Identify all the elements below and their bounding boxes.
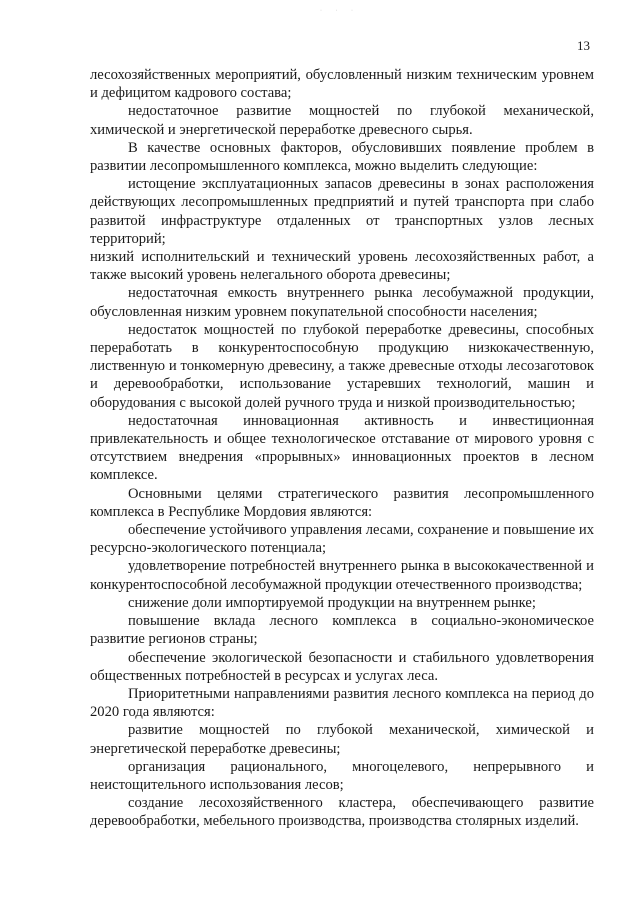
paragraph: недостаточная емкость внутреннего рынка лесобумажной продукции, обусловленная низким уровнем покупательной способности населения; bbox=[90, 285, 594, 320]
paragraph: удовлетворение потребностей внутреннего рынка в высококачественной и конкурентоспособной лесобумажной продукции отечественного производства; bbox=[90, 558, 594, 593]
paragraph: Приоритетными направлениями развития лесного комплекса на период до 2020 года являются: bbox=[90, 685, 594, 721]
paragraph: недостаточное развитие мощностей по глубокой механической, химической и энергетической переработке древесного сырья. bbox=[90, 103, 594, 138]
scan-artifact: · · · bbox=[320, 8, 359, 14]
paragraph: недостаток мощностей по глубокой переработке древесины, способных переработать в конкурентоспособную продукцию низкокачественную, лиственную и тонкомерную древесину, а также древесные отходы лесозаготовок и деревообработки, использование устаревших технологий, машин и оборудования с высокой долей ручного труда и низкой производительностью; bbox=[90, 321, 594, 411]
paragraph: организация рационального, многоцелевого, непрерывного и неистощительного использования лесов; bbox=[90, 758, 594, 793]
paragraph: недостаточная инновационная активность и инвестиционная привлекательность и общее технологическое отставание от мирового уровня с отсутствием внедрения «прорывных» инновационных проектов в лесном комплексе. bbox=[90, 412, 594, 484]
paragraph: Основными целями стратегического развития лесопромышленного комплекса в Республике Мордовия являются: bbox=[90, 485, 594, 520]
page-number: 13 bbox=[577, 38, 590, 53]
paragraph: низкий исполнительский и технический уровень лесохозяйственных работ, а также высокий уровень нелегального оборота древесины; bbox=[90, 249, 594, 284]
paragraph: развитие мощностей по глубокой механической, химической и энергетической переработке древесины; bbox=[90, 722, 594, 757]
paragraph: В качестве основных факторов, обусловивших появление проблем в развитии лесопромышленного комплекса, можно выделить следующие: bbox=[90, 139, 594, 175]
paragraph: лесохозяйственных мероприятий, обусловленный низким техническим уровнем и дефицитом кадрового состава; bbox=[90, 67, 594, 102]
paragraph: истощение эксплуатационных запасов древесины в зонах расположения действующих лесопромышленных предприятий и путей транспорта при слабо развитой инфраструктуре отдаленных от транспортных узлов лесных территорий; bbox=[90, 176, 594, 247]
paragraph: создание лесохозяйственного кластера, обеспечивающего развитие деревообработки, мебельного производства, производства столярных изделий. bbox=[90, 795, 594, 830]
document-body bbox=[90, 66, 594, 831]
paragraph: обеспечение устойчивого управления лесами, сохранение и повышение их ресурсно-экологического потенциала; bbox=[90, 522, 594, 557]
paragraph: повышение вклада лесного комплекса в социально-экономическое развитие регионов страны; bbox=[90, 613, 594, 648]
paragraph: обеспечение экологической безопасности и стабильного удовлетворения общественных потребностей в ресурсах и услугах леса. bbox=[90, 649, 594, 684]
paragraph: снижение доли импортируемой продукции на внутреннем рынке; bbox=[128, 594, 536, 611]
